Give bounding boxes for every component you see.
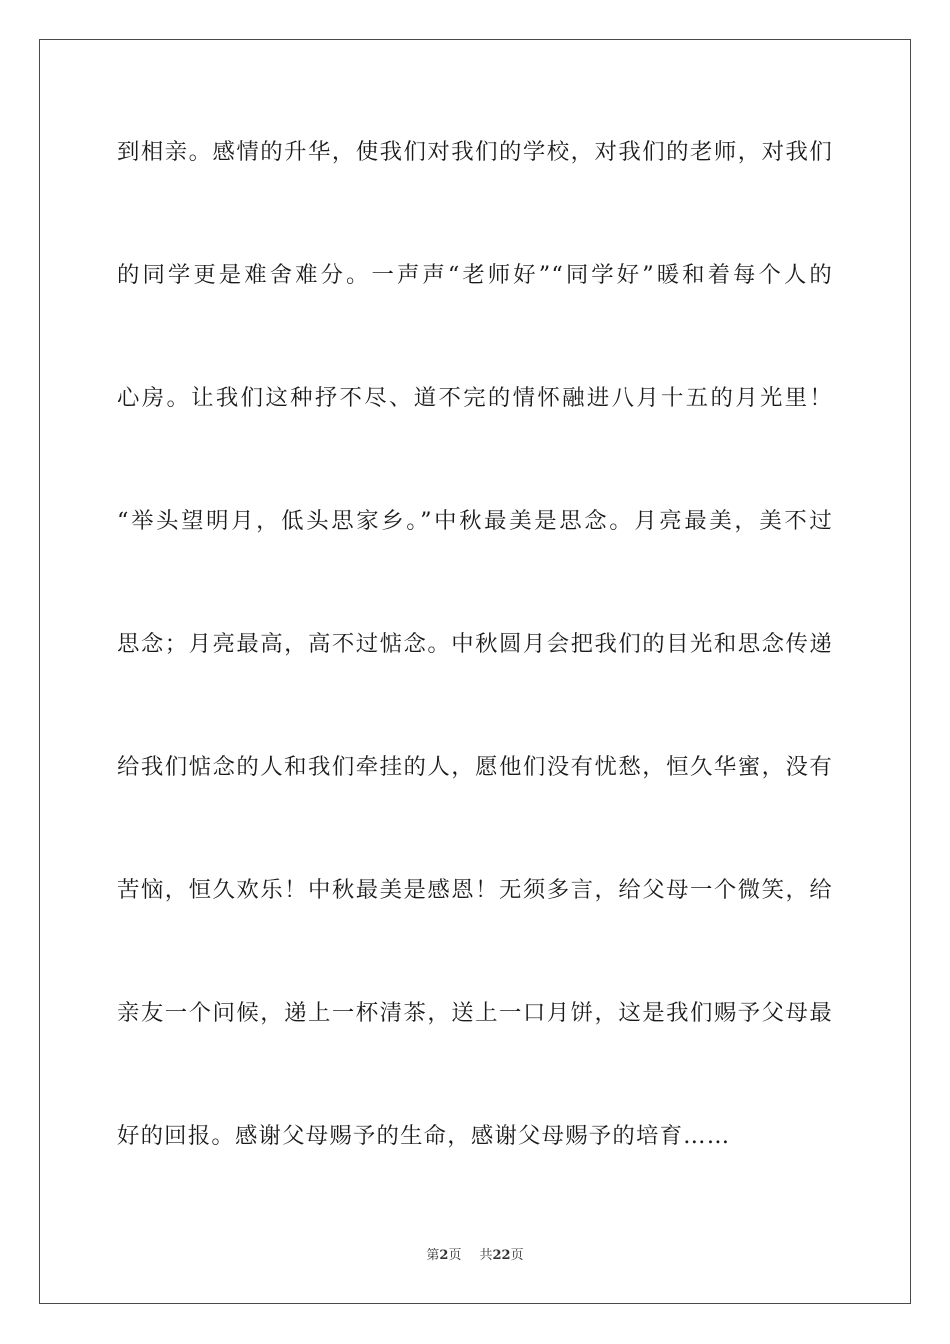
page-footer xyxy=(0,1246,950,1266)
text-line: 给我们惦念的人和我们牵挂的人，愿他们没有忧愁，恒久华蜜，没有 xyxy=(117,754,833,780)
page-suffix: 页 xyxy=(448,1248,462,1263)
text-line: 心房。让我们这种抒不尽、道不完的情怀融进八月十五的月光里！ xyxy=(117,385,833,411)
text-line: 的同学更是难舍难分。一声声“老师好”“同学好”暖和着每个人的 xyxy=(117,262,833,288)
total-pages: 22 xyxy=(492,1248,511,1263)
text-line: 亲友一个问候，递上一杯清茶，送上一口月饼，这是我们赐予父母最 xyxy=(117,1000,833,1026)
document-body xyxy=(117,118,833,1225)
text-line: “举头望明月，低头思家乡。”中秋最美是思念。月亮最美，美不过 xyxy=(117,508,833,534)
text-line: 思念；月亮最高，高不过惦念。中秋圆月会把我们的目光和思念传递 xyxy=(117,631,833,657)
page-prefix: 第 xyxy=(426,1248,440,1263)
text-line: 苦恼，恒久欢乐！中秋最美是感恩！无须多言，给父母一个微笑，给 xyxy=(117,877,833,903)
total-suffix: 页 xyxy=(510,1248,524,1263)
text-line: 到相亲。感情的升华，使我们对我们的学校，对我们的老师，对我们 xyxy=(117,139,833,165)
text-line: 好的回报。感谢父母赐予的生命，感谢父母赐予的培育…… xyxy=(117,1123,731,1149)
total-prefix: 共 xyxy=(479,1248,493,1263)
page-number: 2 xyxy=(439,1248,449,1263)
